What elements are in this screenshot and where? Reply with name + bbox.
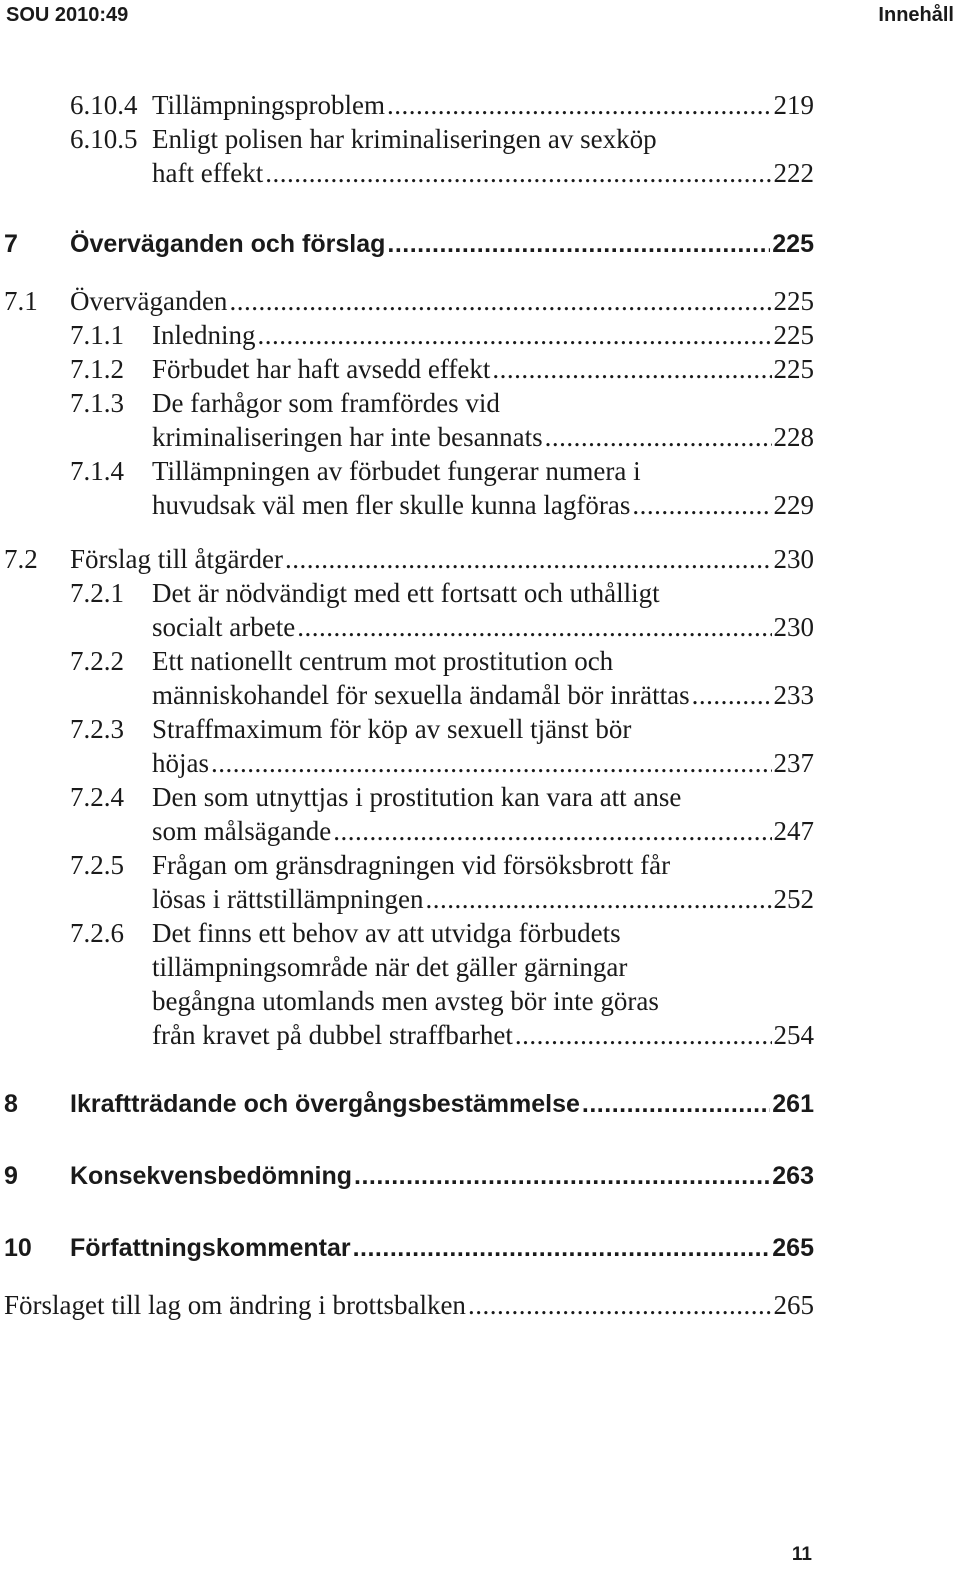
dot-leader	[354, 1162, 770, 1191]
toc-number: 7.2.5	[70, 850, 124, 880]
dot-leader	[387, 90, 771, 121]
dot-leader	[285, 544, 772, 575]
page-number: 11	[791, 1544, 812, 1565]
toc-title-cont: höjas	[152, 748, 209, 778]
toc-page: 230	[773, 544, 814, 574]
toc-page: 225	[773, 286, 814, 316]
dot-leader	[545, 422, 772, 453]
dot-leader	[257, 320, 771, 351]
toc-title: Tillämpningsproblem	[152, 90, 386, 120]
toc-title-cont: från kravet på dubbel straffbarhet	[152, 1020, 513, 1050]
toc-number: 7.2.6	[70, 918, 124, 948]
toc-page: 254	[773, 1020, 814, 1050]
toc-title: Det är nödvändigt med ett fortsatt och uthålligt	[152, 578, 660, 608]
toc-title-cont: lösas i rättstillämpningen	[152, 884, 424, 914]
toc-number: 10	[4, 1234, 32, 1262]
toc-title: Förslag till åtgärder	[70, 544, 283, 574]
toc-title: Författningskommentar	[70, 1234, 351, 1262]
toc-page: 233	[773, 680, 814, 710]
dot-leader	[333, 816, 771, 847]
toc-number: 7.1.2	[70, 354, 124, 384]
toc-title: Överväganden	[70, 286, 228, 316]
toc-page: 263	[772, 1162, 814, 1190]
dot-leader	[632, 490, 771, 521]
toc-number: 6.10.4	[70, 90, 138, 120]
toc-title: Frågan om gränsdragningen vid försöksbrott får	[152, 850, 671, 880]
toc-number: 9	[4, 1162, 18, 1190]
toc-page: 229	[773, 490, 814, 520]
toc-page: 261	[772, 1090, 814, 1118]
dot-leader	[515, 1020, 772, 1051]
dot-leader	[387, 230, 770, 259]
toc-page: 225	[773, 320, 814, 350]
toc-page: 219	[773, 90, 814, 120]
toc-title: Ett nationellt centrum mot prostitution och	[152, 646, 614, 676]
toc-title: Ikraftträdande och övergångsbestämmelse	[70, 1090, 580, 1118]
dot-leader	[492, 354, 771, 385]
toc-number: 7.2.1	[70, 578, 124, 608]
toc-page: 228	[773, 422, 814, 452]
toc-title-cont: som målsägande	[152, 816, 332, 846]
toc-number: 7.2.4	[70, 782, 124, 812]
toc-title: Förbudet har haft avsedd effekt	[152, 354, 491, 384]
toc-number: 7	[4, 230, 18, 258]
toc-number: 7.2	[4, 544, 38, 574]
toc-title-cont: människohandel för sexuella ändamål bör inrättas	[152, 680, 690, 710]
toc-title-cont: tillämpningsområde när det gäller gärningar	[152, 952, 628, 982]
toc-number: 7.1.4	[70, 456, 124, 486]
section-name: Innehåll	[878, 4, 954, 26]
toc-title: Det finns ett behov av att utvidga förbudets	[152, 918, 621, 948]
dot-leader	[265, 158, 771, 189]
toc-title: Förslaget till lag om ändring i brottsbalken	[4, 1290, 466, 1320]
toc-title-cont: huvudsak väl men fler skulle kunna lagföras	[152, 490, 631, 520]
toc-title: Den som utnyttjas i prostitution kan vara att anse	[152, 782, 682, 812]
dot-leader	[425, 884, 771, 915]
toc-number: 7.2.3	[70, 714, 124, 744]
toc-number: 7.1.3	[70, 388, 124, 418]
toc-number: 6.10.5	[70, 124, 138, 154]
toc-title-cont: haft effekt	[152, 158, 264, 188]
toc-number: 7.1.1	[70, 320, 124, 350]
toc-title-cont: begångna utomlands men avsteg bör inte göras	[152, 986, 659, 1016]
toc-title: Konsekvensbedömning	[70, 1162, 352, 1190]
toc-page: 252	[773, 884, 814, 914]
toc-title: Tillämpningen av förbudet fungerar numera i	[152, 456, 641, 486]
toc-page: 230	[773, 612, 814, 642]
dot-leader	[582, 1090, 770, 1119]
dot-leader	[468, 1290, 772, 1321]
toc-title: De farhågor som framfördes vid	[152, 388, 500, 418]
toc-title: Inledning	[152, 320, 256, 350]
toc-title-cont: socialt arbete	[152, 612, 296, 642]
toc-page: 265	[773, 1290, 814, 1320]
dot-leader	[297, 612, 771, 643]
toc-page: 225	[773, 354, 814, 384]
toc-title: Överväganden och förslag	[70, 230, 386, 258]
dot-leader	[211, 748, 772, 779]
toc-title-cont: kriminaliseringen har inte besannats	[152, 422, 543, 452]
toc-number: 8	[4, 1090, 18, 1118]
toc-title: Straffmaximum för köp av sexuell tjänst bör	[152, 714, 632, 744]
dot-leader	[692, 680, 772, 711]
toc-page: 222	[773, 158, 814, 188]
toc-page: 265	[772, 1234, 814, 1262]
report-id: SOU 2010:49	[6, 4, 129, 26]
toc-title: Enligt polisen har kriminaliseringen av sexköp	[152, 124, 657, 154]
toc-page: 237	[773, 748, 814, 778]
toc-page: 247	[773, 816, 814, 846]
dot-leader	[353, 1234, 771, 1263]
toc-number: 7.1	[4, 286, 38, 316]
toc-number: 7.2.2	[70, 646, 124, 676]
dot-leader	[229, 286, 771, 317]
toc-page: 225	[772, 230, 814, 258]
